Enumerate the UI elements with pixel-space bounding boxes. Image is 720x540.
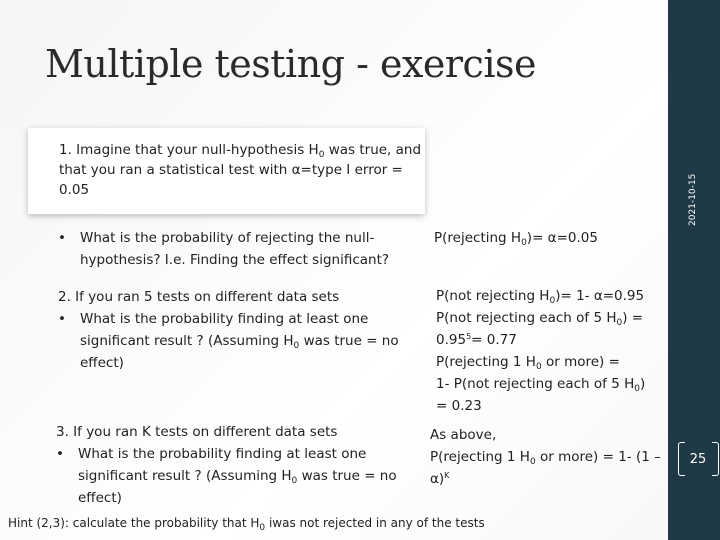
answer-2 [436, 285, 666, 417]
hint-text-1: Hint (2,3): calculate the probability that H [8, 516, 260, 530]
q3-question-text-2: was true = no effect) [78, 468, 397, 506]
a2-l3-sub: 0 [535, 362, 542, 372]
q1-question-text: What is the probability of rejecting the null-hypothesis? I.e. Finding the effect significant? [80, 230, 390, 268]
q1-intro-text-2: was true, and that you ran a statistical test with α=type I error = 0.05 [59, 142, 422, 198]
question-3 [56, 421, 421, 509]
question-2 [58, 286, 423, 374]
q3-intro: 3. If you ran K tests on different data sets [56, 424, 338, 440]
a2-line-3 [436, 351, 666, 373]
q2-question-sub: 0 [293, 341, 300, 351]
answer-1 [434, 227, 664, 249]
bullet: • [56, 446, 64, 462]
bullet: • [58, 311, 66, 327]
a2-l4-text: 1- P(not rejecting each of 5 H [436, 376, 635, 392]
page-number: 25 [689, 452, 707, 467]
a2-line-2 [436, 307, 666, 351]
a2-l1-sub: 0 [549, 296, 556, 306]
q3-bullet-line [56, 443, 421, 509]
a3-line-2 [430, 446, 666, 490]
a2-l2-text-2: ) = 0.95 [436, 310, 644, 348]
bullet: • [58, 230, 66, 246]
a1-sub: 0 [521, 238, 527, 248]
a2-l3-text: P(rejecting 1 H [436, 354, 536, 370]
a3-line-1: As above, [430, 427, 497, 443]
hint-sub: 0 [259, 523, 266, 533]
q3-question-sub: 0 [291, 476, 298, 486]
a2-l2-text: P(not rejecting each of 5 H [436, 310, 617, 326]
a3-l2-sub: 0 [529, 457, 536, 467]
q1-intro-sub: 0 [318, 150, 325, 160]
q2-question-text: What is the probability finding at least one significant result ? (Assuming H [80, 311, 369, 349]
a2-l2-text-3: = 0.77 [471, 332, 517, 348]
q3-question-text: What is the probability finding at least one significant result ? (Assuming H [78, 446, 367, 484]
a2-l3-text-2: or more) = [541, 354, 620, 370]
a2-l1-text: P(not rejecting H [436, 288, 550, 304]
a2-l2-sup: 5 [466, 332, 472, 341]
a2-line-4 [436, 373, 666, 395]
slide-title: Multiple testing - exercise [45, 42, 536, 86]
answer-3 [430, 424, 666, 490]
hint-text-2: iwas not rejected in any of the tests [265, 516, 485, 530]
a3-l2-text: P(rejecting 1 H [430, 449, 530, 465]
q1-intro-text: 1. Imagine that your null-hypothesis H [59, 142, 319, 158]
q2-question-text-2: was true = no effect) [80, 333, 399, 371]
a2-line-5: = 0.23 [436, 398, 482, 414]
q2-intro: 2. If you ran 5 tests on different data sets [58, 289, 340, 305]
a2-l4-text-2: ) [639, 376, 646, 392]
a2-l4-sub: 0 [634, 384, 640, 394]
a1-text: P(rejecting H [434, 230, 522, 246]
a3-l2-sup: K [444, 471, 450, 480]
question-1-bullet [58, 227, 445, 271]
hint-text [8, 515, 608, 531]
slide-date: 2021-10-15 [688, 173, 698, 227]
a2-l2-sub: 0 [616, 318, 623, 328]
a3-l2-text-2: or more) = 1- (1 – α) [430, 449, 661, 487]
a2-l1-text-2: )= 1- α=0.95 [555, 288, 645, 304]
a2-line-1 [436, 285, 666, 307]
a1-text-2: )= α=0.05 [526, 230, 598, 246]
question-1-intro [59, 140, 429, 200]
q2-bullet-line [58, 308, 423, 374]
